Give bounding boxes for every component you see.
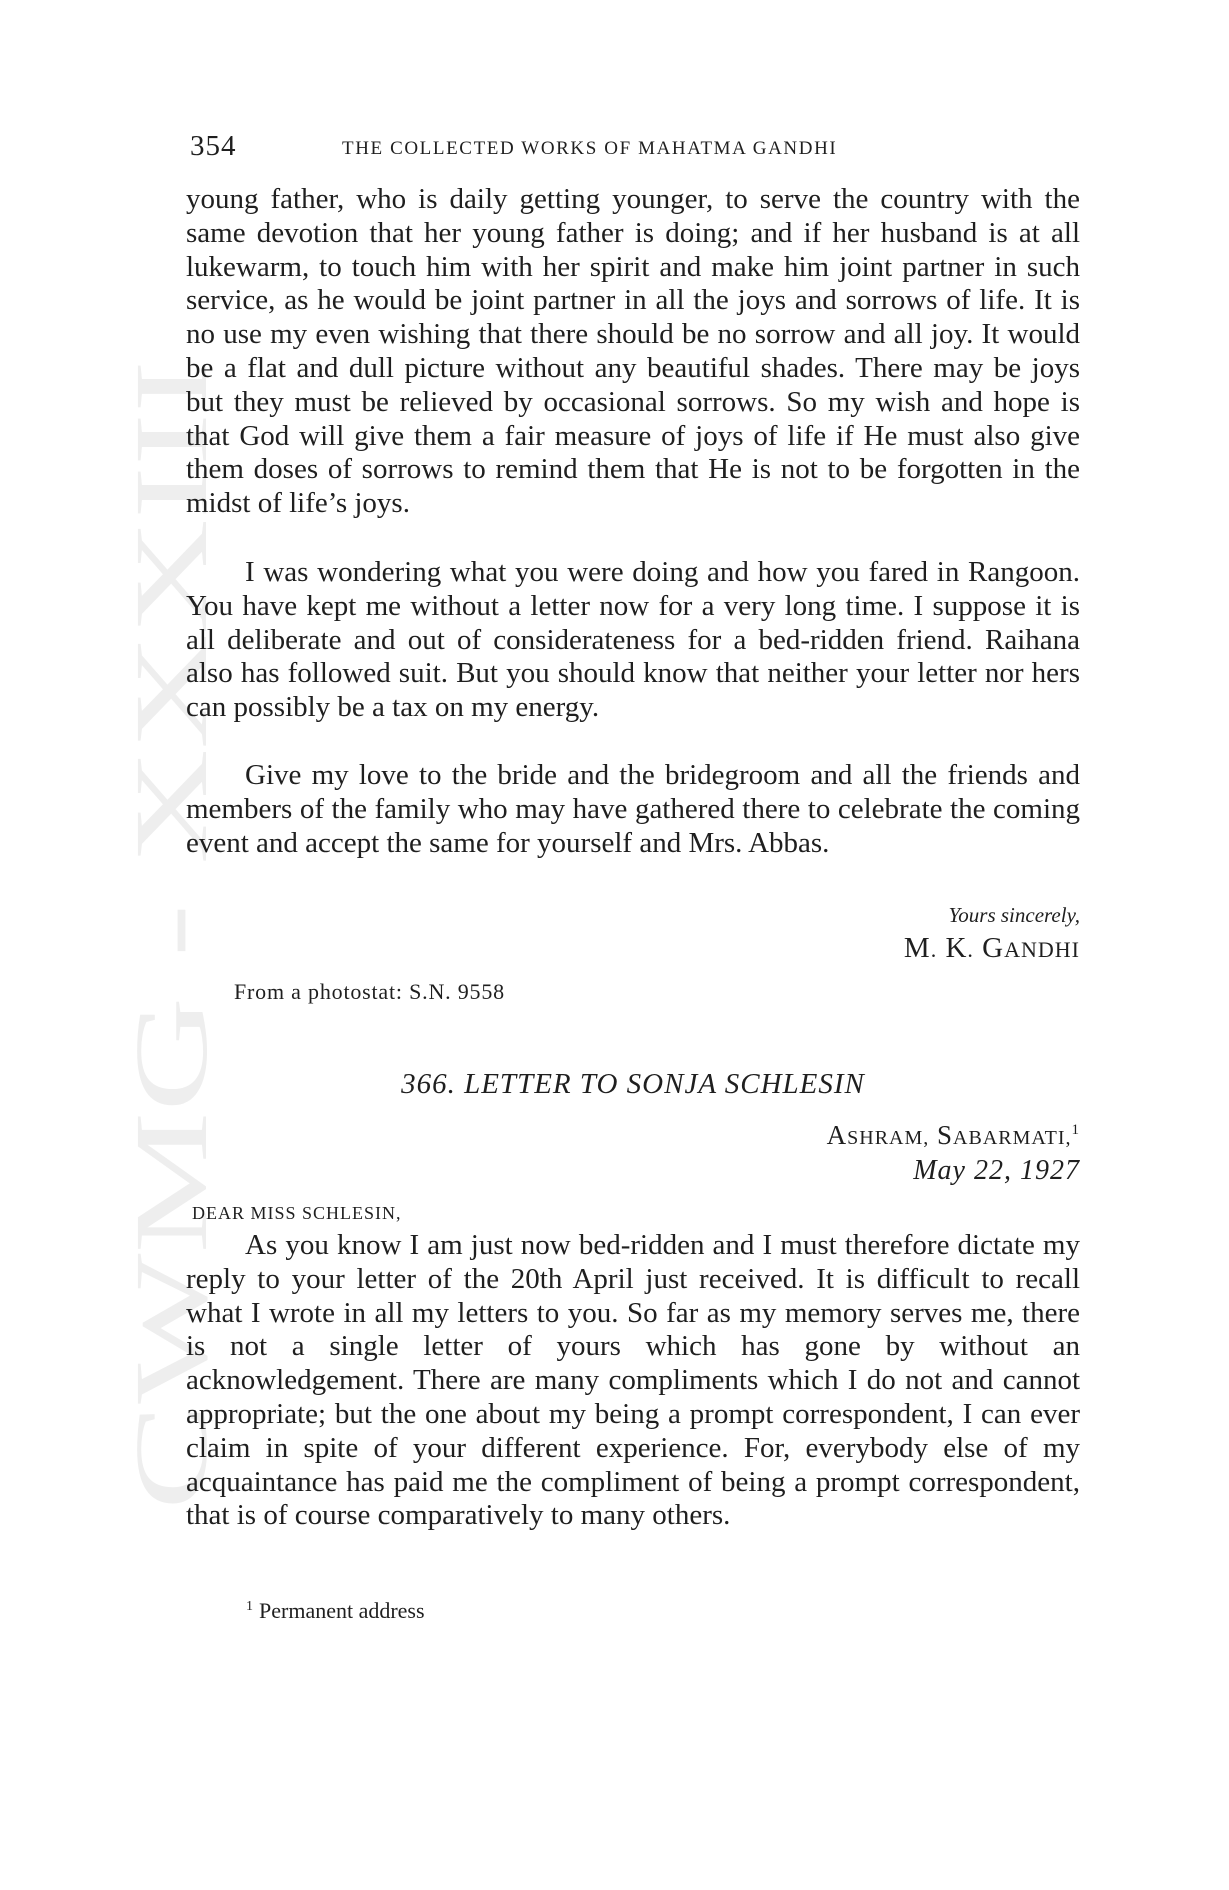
footnote: [246, 1598, 425, 1624]
paragraph: Give my love to the bride and the bridegroom and all the friends and members of the family who may have gathered there to celebrate the coming event and accept the same for yourself and Mrs. Abbas.: [186, 759, 1080, 859]
paragraph: As you know I am just now bed-ridden and I must therefore dictate my reply to your letter of the 20th April just received. It is difficult to recall what I wrote in all my letters to you. So far as my memory serves me, there is not a single letter of yours which has gone by without an acknowledgement. There are many compliments which I do not and cannot appropriate; but the one about my being a prompt correspondent, I can ever claim in spite of your different experience. For, everybody else of my acquaintance has paid me the compliment of being a prompt correspondent, that is of course comparatively to many others.: [186, 1229, 1080, 1532]
watermark-text: CWMG - XXXIII: [114, 759, 229, 1510]
paragraph: I was wondering what you were doing and how you fared in Rangoon. You have kept me without a letter now for a very long time. I suppose it is all deliberate and out of considerateness for a bed-ridden friend. Raihana also has followed suit. But you should know that neither your letter nor hers can possibly be a tax on my energy.: [186, 556, 1080, 724]
footnote-number: 1: [246, 1598, 253, 1614]
letter-date: May 22, 1927: [913, 1155, 1080, 1186]
footnote-text: Permanent address: [259, 1598, 425, 1623]
paragraph: young father, who is daily getting younger, to serve the country with the same devotion that her young father is doing; and if her husband is at all lukewarm, to touch him with her spirit and make him joint partner in such service, as he would be joint partner in all the joys and sorrows of life. It is no use my even wishing that there should be no sorrow and all joy. It would be a flat and dull picture without any beautiful shades. There may be joys but they must be relieved by occasional sorrows. So my wish and hope is that God will give them a fair measure of joys of life if He must also give them doses of sorrows to remind them that He is not to be forgotten in the midst of life’s joys.: [186, 183, 1080, 520]
source-note: From a photostat: S.N. 9558: [234, 979, 505, 1004]
place: ASHRAM, SABARMATI,: [826, 1120, 1072, 1150]
closing: Yours sincerely,: [948, 903, 1080, 927]
book-title: THE COLLECTED WORKS OF MAHATMA GANDHI: [342, 138, 838, 159]
footnote-marker: 1: [1071, 1122, 1080, 1138]
signature-text: M. K. GANDHI: [903, 932, 1080, 964]
salutation: DEAR MISS SCHLESIN,: [192, 1203, 402, 1223]
page-number: 354: [190, 130, 237, 162]
signature: [904, 932, 1080, 965]
place-line: [827, 1120, 1080, 1151]
letter-heading: 366. LETTER TO SONJA SCHLESIN: [401, 1068, 865, 1100]
running-head: [186, 130, 1080, 166]
